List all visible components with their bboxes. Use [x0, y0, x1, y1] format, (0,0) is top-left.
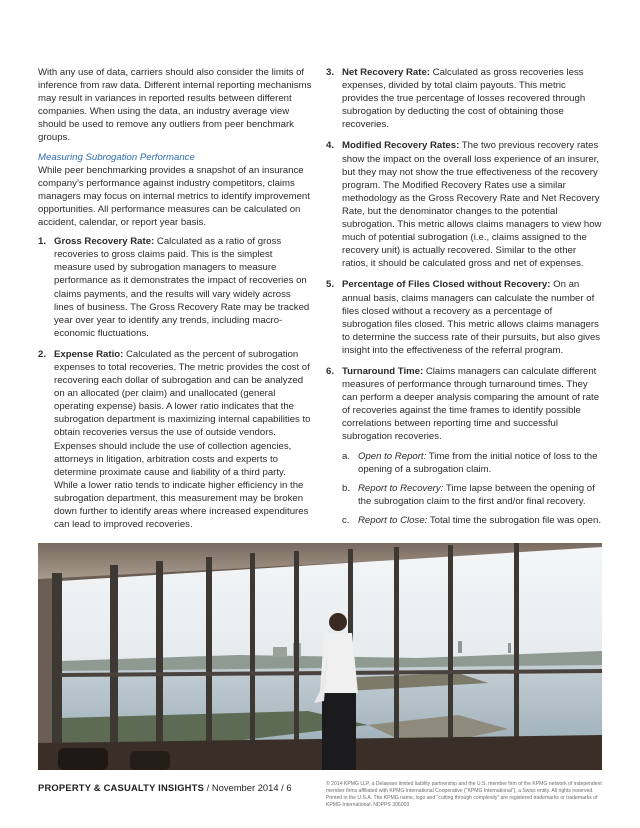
metric-item-2: [38, 348, 312, 531]
metrics-list-left: [38, 235, 312, 531]
item-text: Calculated as a ratio of gross recoveries to gross claims paid. This is the simplest measure used by subrogation managers to measure performance as it demonstrates the impact of recoveries on claims payments, and the results will vary widely across lines of business. The Gross Recovery Rate may be tracked year over year to identify any trends, including macro-economic fluctuations.: [54, 236, 310, 339]
metric-item-1: [38, 235, 312, 340]
subitem-open-to-report: [342, 450, 602, 476]
metrics-list-right: [326, 66, 602, 527]
metric-item-4: [326, 139, 602, 270]
subitem-report-to-close: [342, 514, 602, 527]
subitem-text: Time from the initial notice of loss to the opening of a subrogation claim.: [358, 450, 598, 475]
subitem-letter: b.: [342, 482, 351, 494]
item-term: Modified Recovery Rates:: [342, 140, 460, 152]
publication-name: PROPERTY & CASUALTY INSIGHTS: [38, 782, 205, 793]
item-term: Percentage of Files Closed without Recovery:: [342, 279, 551, 291]
metric-item-5: [326, 278, 602, 357]
issue-and-page: / November 2014 / 6: [204, 782, 292, 793]
item-number: 2.: [38, 348, 47, 360]
item-text: On an annual basis, claims managers can calculate the number of files closed without a recovery as a percentage of subrogation files closed. This metric allows claims managers to determine the success rate of their pursuits, but also gives insight into the effectiveness of the referral program.: [342, 279, 601, 356]
item-number: 6.: [326, 365, 335, 377]
subitem-term: Open to Report:: [358, 450, 427, 462]
item-text: Calculated as gross recoveries less expenses, divided by total claim payouts. This metric provides the true percentage of losses recovered through subrogation by deducting the cost of obtaining those recoveries.: [342, 67, 586, 131]
item-text: Calculated as the percent of subrogation expenses to total recoveries. The metric provides the cost of recovering each dollar of subrogation and can be analyzed on an allocated (per claim) and unallocated (general operating expense) basis. A lower ratio indicates that the subrogation department is maximizing internal capabilities to obtain recoveries versus the use of outside vendors. Expenses should include the use of collection agencies, attorneys in litigation, arbitration costs and experts to determine proximate cause and liability of a third party. While a lower ratio tends to indicate higher efficiency in the subrogation department, this measurement may be broken down further to identify areas where increased expenditures can lead to improved recoveries.: [54, 348, 311, 531]
intro-paragraph: With any use of data, carriers should also consider the limits of inference from raw data. Different internal reporting mechanisms may result in variances in reported results between different companies. When using the data, an industry average view should be used to remove any outliers from peer benchmark groups.: [38, 67, 312, 144]
item-number: 4.: [326, 140, 335, 152]
item-number: 5.: [326, 279, 335, 291]
metric-item-6: [326, 365, 602, 527]
right-column: [326, 66, 602, 535]
section-heading: Measuring Subrogation Performance: [38, 151, 195, 163]
subitem-term: Report to Close:: [358, 514, 428, 526]
subitem-text: Time lapse between the opening of the subrogation claim to the first and/or final recovery.: [358, 482, 595, 507]
subitem-term: Report to Recovery:: [358, 482, 444, 494]
item-term: Net Recovery Rate:: [342, 67, 430, 78]
turnaround-subitems: [342, 450, 602, 527]
item-term: Expense Ratio:: [54, 348, 124, 360]
item-number: 3.: [326, 67, 335, 78]
footer-legal-notice: © 2014 KPMG LLP, a Delaware limited liability partnership and the U.S. member firm of the KPMG network of independent member firms affiliated with KPMG International Cooperative (“KPMG International”), a Swiss entity. All rights reserved. Printed in the U.S.A. The KPMG name, logo and “cutting through complexity” are registered trademarks or trademarks of KPMG International. NDPPS 306003: [326, 781, 602, 809]
subitem-letter: c.: [342, 514, 350, 526]
subitem-text: Total time the subrogation file was open.: [427, 514, 602, 526]
left-column: [38, 66, 312, 539]
item-text: The two previous recovery rates show the impact on the overall loss experience of an insurer, but they may not show the true effectiveness of the recovery program. The Modified Recovery Rates use a similar methodology as the Gross Recovery Rate and Net Recovery Rate, but the denominator changes to the potential subrogation. This metric allows claims managers to view how much of potential subrogation (i.e., claims assigned to the recovery unit) is actually recovered. Similar to the other ratios, it should be calculated gross and net of expenses.: [342, 140, 602, 270]
item-text: Claims managers can calculate different measures of performance through turnaround times. They can perform a deeper analysis comparing the amount of rate of recoveries against the time frames to identify possible correlations between reporting time and successful subrogation recoveries.: [342, 365, 600, 443]
office-window-photo: [38, 543, 602, 770]
subitem-report-to-recovery: [342, 482, 602, 508]
subitem-letter: a.: [342, 450, 351, 462]
metric-item-3: [326, 66, 602, 131]
item-term: Gross Recovery Rate:: [54, 236, 155, 248]
section-intro-paragraph: While peer benchmarking provides a snapshot of an insurance company’s performance against industry competitors, claims managers may focus on internal metrics to identify improvement opportunities. All performance measures can be calculated on accident, calendar, or report year basis.: [38, 164, 310, 229]
footer-publication: [38, 782, 292, 793]
item-number: 1.: [38, 236, 47, 248]
item-term: Turnaround Time:: [342, 365, 424, 377]
